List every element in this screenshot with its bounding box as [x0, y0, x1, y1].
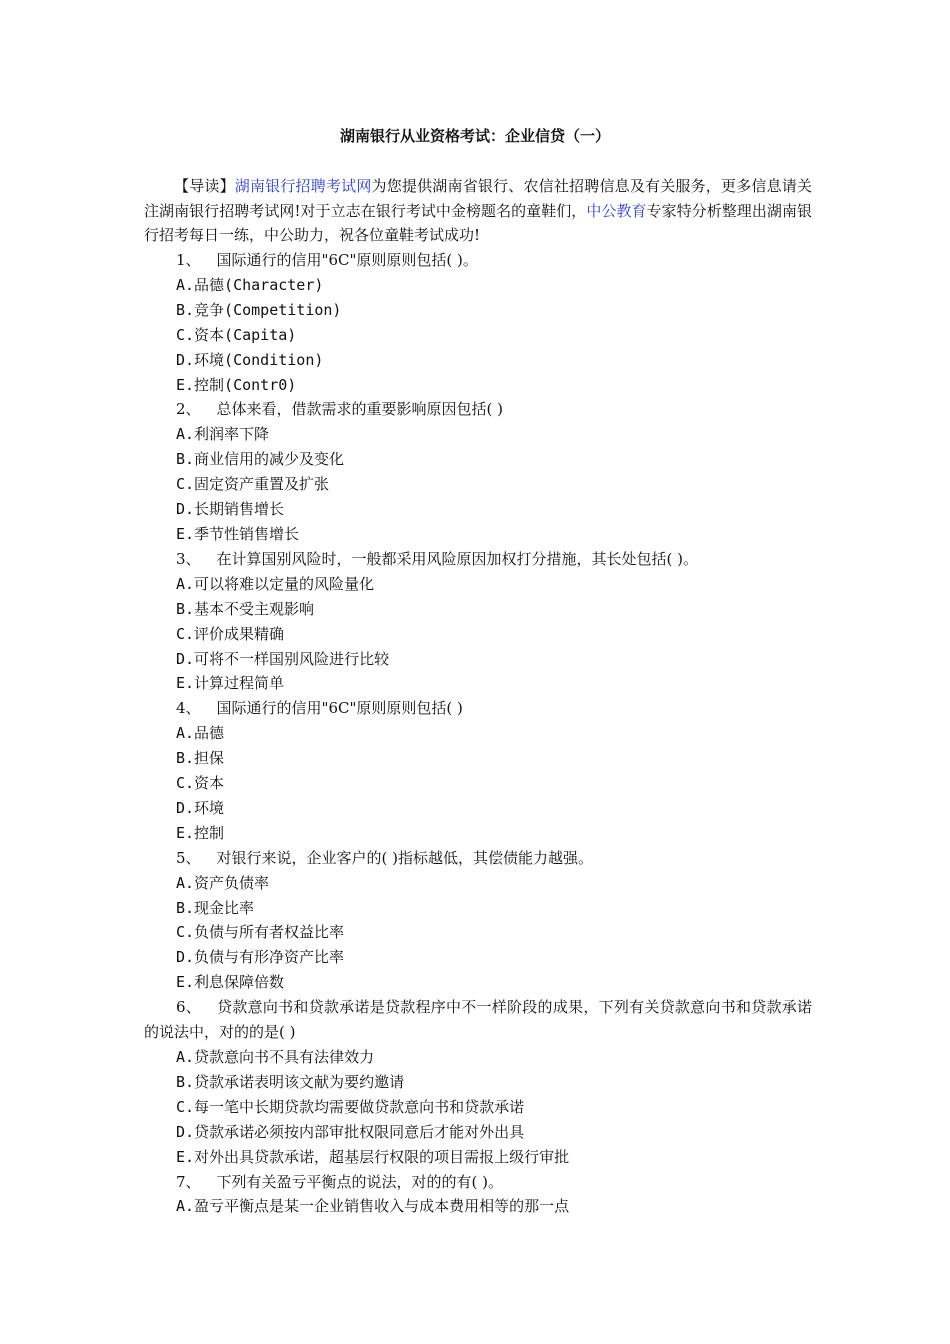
- option-b: B.担保: [176, 749, 225, 768]
- hunan-bank-exam-link[interactable]: 湖南银行招聘考试网: [234, 177, 372, 195]
- option-e: E.控制: [176, 823, 225, 842]
- question-text: 总体来看，借款需求的重要影响原因包括( ): [216, 400, 504, 419]
- question-number: 1、: [176, 251, 201, 269]
- question-3: [144, 547, 812, 572]
- option-a: A.品德(Character): [176, 275, 324, 294]
- question-text: 国际通行的信用"6C"原则原则包括( )。: [216, 251, 478, 269]
- option-a: A.可以将难以定量的风险量化: [176, 574, 375, 593]
- option-c: C.固定资产重置及扩张: [176, 475, 330, 494]
- option-b: B.现金比率: [176, 898, 255, 917]
- question-number: 6、: [176, 998, 202, 1017]
- option-e: E.控制(Contr0): [176, 375, 297, 394]
- option-d: D.负债与有形净资产比率: [176, 948, 345, 967]
- option-a: A.盈亏平衡点是某一企业销售收入与成本费用相等的那一点: [176, 1197, 570, 1216]
- question-5: [144, 846, 812, 871]
- intro-text-1: 为您提供湖南省银行、农信社招聘信息及有关服务，更多信息请关注湖南银行招聘考试网!对于立志在银行考试中金榜题名的童鞋们，: [144, 177, 812, 220]
- option-c: C.每一笔中长期贷款均需要做贷款意向书和贷款承诺: [176, 1097, 525, 1116]
- option-d: D.贷款承诺必须按内部审批权限同意后才能对外出具: [176, 1122, 525, 1141]
- intro-text-2: 专家特分析整理出湖南银行招考每日一练，中公助力，祝各位童鞋考试成功!: [144, 201, 812, 245]
- option-e: E.季节性销售增长: [176, 524, 300, 543]
- intro-paragraph: [144, 174, 812, 248]
- option-b: B.贷款承诺表明该文献为要约邀请: [176, 1072, 405, 1091]
- option-d: D.环境: [176, 798, 225, 817]
- question-text: 下列有关盈亏平衡点的说法，对的的有( )。: [216, 1172, 504, 1191]
- option-a: A.贷款意向书不具有法律效力: [176, 1048, 375, 1066]
- intro-prefix: 【导读】: [174, 177, 235, 195]
- question-number: 4、: [176, 699, 201, 718]
- option-d: D.可将不一样国别风险进行比较: [176, 649, 390, 668]
- question-6: [144, 995, 812, 1045]
- option-a: A.品德: [176, 724, 225, 743]
- option-e: E.对外出具贷款承诺，超基层行权限的项目需报上级行审批: [176, 1147, 570, 1166]
- option-b: B.基本不受主观影响: [176, 599, 315, 618]
- question-text: 对银行来说，企业客户的( )指标越低，其偿债能力越强。: [216, 848, 594, 867]
- question-number: 3、: [176, 549, 201, 568]
- option-c: C.负债与所有者权益比率: [176, 923, 345, 942]
- question-4: [144, 696, 812, 721]
- question-number: 2、: [176, 400, 201, 419]
- question-7: [144, 1170, 812, 1195]
- option-c: C.评价成果精确: [176, 624, 285, 643]
- question-text: 国际通行的信用"6C"原则原则包括( ): [216, 699, 463, 718]
- option-d: D.环境(Condition): [176, 350, 324, 369]
- option-d: D.长期销售增长: [176, 500, 285, 519]
- option-c: C.资本: [176, 774, 225, 793]
- option-e: E.利息保障倍数: [176, 973, 285, 992]
- question-number: 5、: [176, 848, 201, 867]
- question-text: 贷款意向书和贷款承诺是贷款程序中不一样阶段的成果，下列有关贷款意向书和贷款承诺的说法中，对的的是( ): [144, 998, 812, 1042]
- question-1: [144, 248, 812, 273]
- questions-list: [144, 248, 812, 1219]
- option-a: A.资产负债率: [176, 873, 270, 892]
- question-number: 7、: [176, 1172, 201, 1191]
- option-c: C.资本(Capita): [176, 325, 297, 344]
- question-2: [144, 397, 812, 422]
- option-b: B.商业信用的减少及变化: [176, 450, 345, 469]
- option-b: B.竞争(Competition): [176, 300, 342, 319]
- option-e: E.计算过程简单: [176, 674, 285, 693]
- question-text: 在计算国别风险时，一般都采用风险原因加权打分措施，其长处包括( )。: [216, 549, 699, 568]
- option-a: A.利润率下降: [176, 425, 270, 444]
- offcn-link[interactable]: 中公教育: [586, 201, 647, 220]
- document-title: 湖南银行从业资格考试：企业信贷（一）: [339, 127, 610, 145]
